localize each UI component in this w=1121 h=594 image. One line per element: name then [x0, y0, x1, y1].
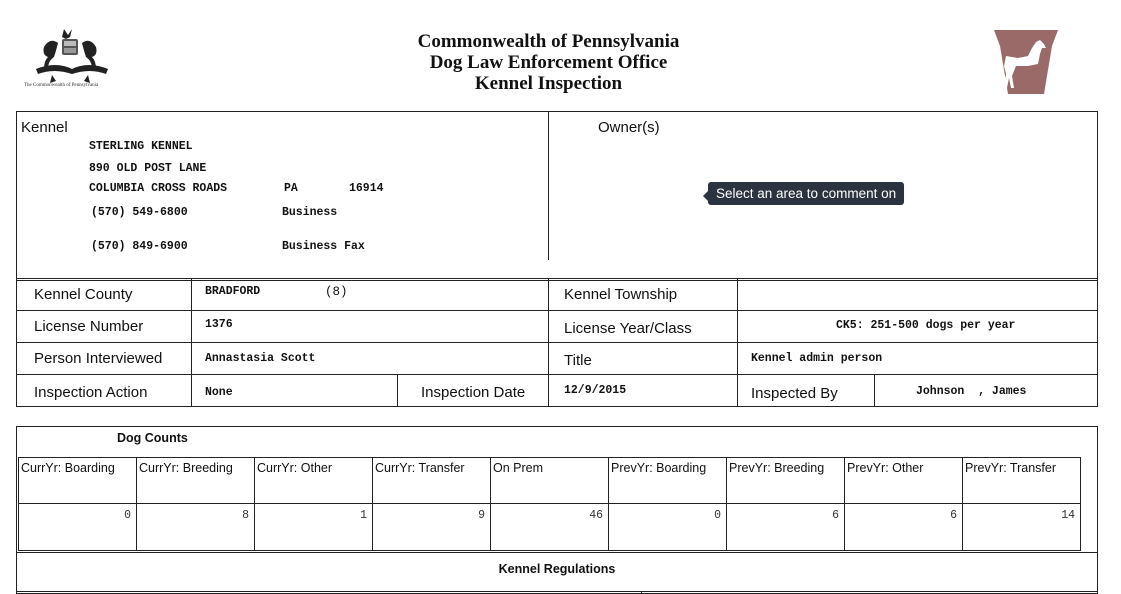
count-value-prev-boarding[interactable]: 0 [714, 509, 721, 522]
owners-label: Owner(s) [598, 119, 660, 136]
header-line-1: Commonwealth of Pennsylvania [417, 31, 680, 52]
township-label: Kennel Township [564, 286, 678, 303]
kennel-phone-2[interactable]: (570) 849-6900 [91, 240, 188, 253]
kennel-regulations-title: Kennel Regulations [498, 562, 616, 576]
count-header-prev-boarding: PrevYr: Boarding [611, 461, 707, 475]
document-header [0, 31, 1097, 94]
count-value-prev-breeding[interactable]: 6 [832, 509, 839, 522]
header-line-3: Kennel Inspection [474, 73, 623, 94]
count-header-prev-breeding: PrevYr: Breeding [729, 461, 825, 475]
inspected-by-value[interactable]: Johnson , James [916, 385, 1027, 398]
count-value-prev-other[interactable]: 6 [950, 509, 957, 522]
seal-caption: The Commonwealth of Pennsylvania [24, 83, 99, 88]
kennel-owner-section [16, 111, 1098, 281]
title-value[interactable]: Kennel admin person [751, 352, 883, 365]
kennel-label: Kennel [21, 119, 68, 136]
inspected-by-label: Inspected By [751, 385, 838, 402]
kennel-address[interactable]: 890 OLD POST LANE [89, 162, 207, 175]
inspection-date-label: Inspection Date [421, 384, 526, 401]
count-header-curr-boarding: CurrYr: Boarding [21, 461, 115, 475]
inspection-action-label: Inspection Action [34, 384, 148, 401]
kennel-state[interactable]: PA [284, 182, 298, 195]
inspection-date-value[interactable]: 12/9/2015 [564, 384, 627, 397]
count-header-curr-transfer: CurrYr: Transfer [375, 461, 465, 475]
kennel-zip[interactable]: 16914 [349, 182, 384, 195]
count-header-prev-other: PrevYr: Other [847, 461, 924, 475]
header-line-2: Dog Law Enforcement Office [429, 52, 668, 73]
count-header-on-prem: On Prem [493, 461, 544, 475]
count-value-curr-transfer[interactable]: 9 [478, 509, 485, 522]
count-header-prev-transfer: PrevYr: Transfer [965, 461, 1056, 475]
license-year-value[interactable]: CK5: 251-500 dogs per year [836, 319, 1016, 332]
count-header-curr-other: CurrYr: Other [257, 461, 333, 475]
dog-law-keystone-logo-icon [992, 28, 1060, 96]
kennel-phone-1[interactable]: (570) 549-6800 [91, 206, 188, 219]
kennel-city[interactable]: COLUMBIA CROSS ROADS [89, 182, 228, 195]
license-number-label: License Number [34, 318, 144, 335]
county-label: Kennel County [34, 286, 133, 303]
kennel-name[interactable]: STERLING KENNEL [89, 140, 193, 153]
count-value-on-prem[interactable]: 46 [589, 509, 603, 522]
kennel-phone-2-type: Business Fax [282, 240, 365, 253]
license-year-label: License Year/Class [564, 320, 692, 337]
person-interviewed-value[interactable]: Annastasia Scott [205, 352, 316, 365]
comment-tooltip: Select an area to comment on [708, 182, 904, 205]
title-label: Title [564, 352, 592, 369]
count-value-curr-other[interactable]: 1 [360, 509, 367, 522]
county-value[interactable]: BRADFORD [205, 285, 261, 298]
count-header-curr-breeding: CurrYr: Breeding [139, 461, 233, 475]
dog-counts-title: Dog Counts [117, 431, 188, 445]
county-code: (8) [325, 285, 348, 299]
inspection-action-value[interactable]: None [205, 386, 233, 399]
count-value-curr-breeding[interactable]: 8 [242, 509, 249, 522]
person-interviewed-label: Person Interviewed [34, 350, 163, 367]
kennel-phone-1-type: Business [282, 206, 338, 219]
license-number-value[interactable]: 1376 [205, 318, 233, 331]
count-value-curr-boarding[interactable]: 0 [124, 509, 131, 522]
dog-counts-table [18, 457, 1081, 551]
count-value-prev-transfer[interactable]: 14 [1061, 509, 1075, 522]
